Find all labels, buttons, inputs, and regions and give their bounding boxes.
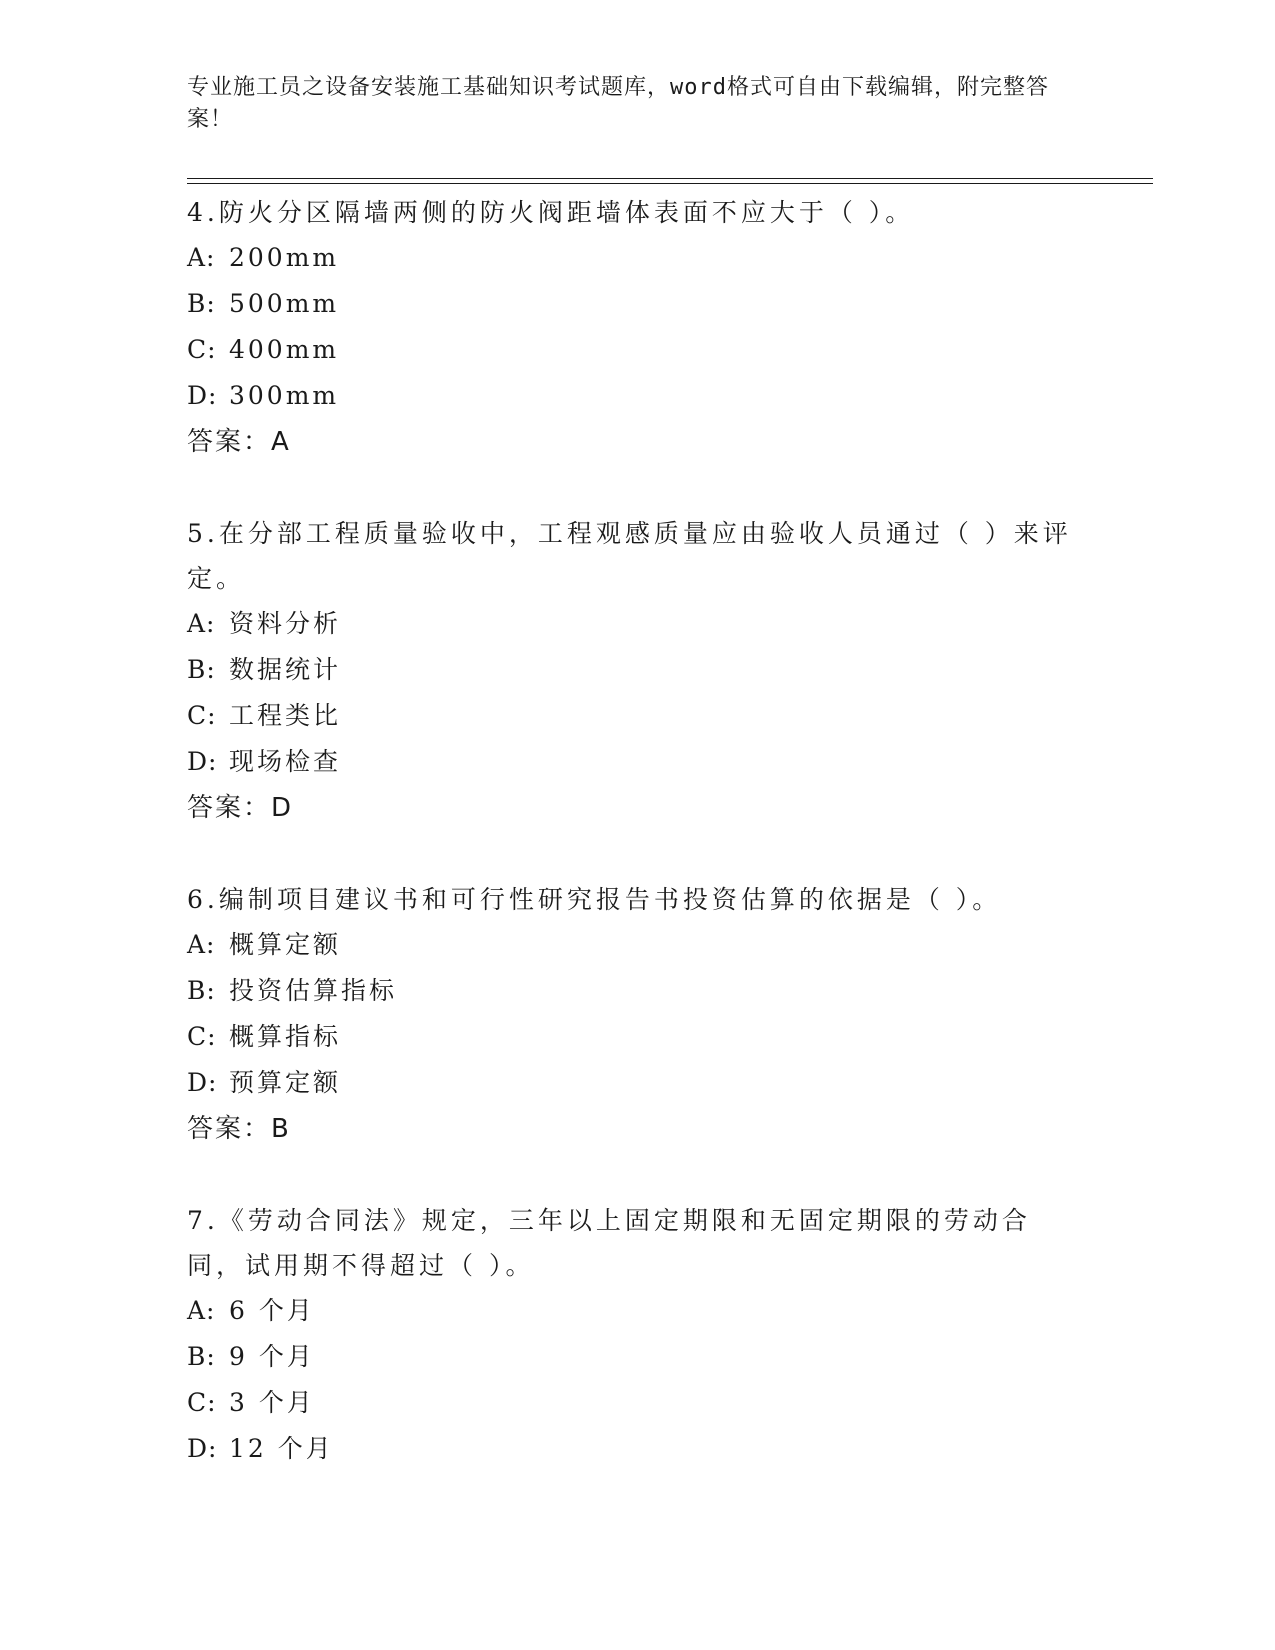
- option-text: 500mm: [229, 289, 340, 318]
- question-stem: 5.在分部工程质量验收中，工程观感质量应由验收人员通过（ ）来评定。: [187, 519, 1072, 593]
- question-4: [187, 190, 1087, 465]
- option-b: [187, 647, 1087, 693]
- option-b: [187, 968, 1087, 1014]
- question-stem: 6.编制项目建议书和可行性研究报告书投资估算的依据是（ ）。: [187, 885, 1002, 914]
- option-letter: A:: [187, 609, 216, 638]
- option-letter: A:: [187, 1296, 216, 1325]
- option-d: [187, 1060, 1087, 1106]
- answer-line: 答案：B: [187, 1114, 291, 1144]
- option-text: 400mm: [229, 335, 340, 364]
- option-d: [187, 373, 1087, 419]
- option-text: 12 个月: [229, 1434, 334, 1463]
- option-text: 现场检查: [229, 747, 342, 776]
- option-a: [187, 922, 1087, 968]
- option-a: [187, 235, 1087, 281]
- option-text: 概算指标: [229, 1022, 342, 1051]
- question-6: [187, 877, 1087, 1152]
- option-a: [187, 1288, 1087, 1334]
- option-letter: D:: [187, 747, 218, 776]
- option-letter: C:: [187, 335, 217, 364]
- option-letter: D:: [187, 1068, 218, 1097]
- option-text: 预算定额: [229, 1068, 342, 1097]
- option-text: 资料分析: [229, 609, 342, 638]
- question-list: [187, 190, 1087, 1472]
- option-letter: A:: [187, 930, 216, 959]
- option-letter: D:: [187, 381, 218, 410]
- document-header: 专业施工员之设备安装施工基础知识考试题库，word格式可自由下载编辑，附完整答案！: [187, 75, 1049, 132]
- header-divider-bottom: [187, 183, 1153, 184]
- question-stem: 7.《劳动合同法》规定，三年以上固定期限和无固定期限的劳动合同，试用期不得超过（ ）。: [187, 1206, 1031, 1280]
- option-c: [187, 1380, 1087, 1426]
- header-divider-top: [187, 178, 1153, 179]
- option-letter: C:: [187, 1388, 217, 1417]
- option-letter: C:: [187, 1022, 217, 1051]
- option-c: [187, 1014, 1087, 1060]
- option-text: 300mm: [229, 381, 340, 410]
- option-letter: A:: [187, 243, 216, 272]
- option-text: 投资估算指标: [229, 976, 398, 1005]
- option-letter: B:: [187, 289, 216, 318]
- question-stem: 4.防火分区隔墙两侧的防火阀距墙体表面不应大于（ ）。: [187, 198, 915, 227]
- answer-line: 答案：A: [187, 427, 291, 457]
- answer-line: 答案：D: [187, 793, 294, 823]
- option-b: [187, 281, 1087, 327]
- option-letter: C:: [187, 701, 217, 730]
- question-7: [187, 1198, 1087, 1472]
- option-d: [187, 739, 1087, 785]
- option-text: 200mm: [229, 243, 340, 272]
- option-text: 6 个月: [229, 1296, 315, 1325]
- option-b: [187, 1334, 1087, 1380]
- option-text: 9 个月: [229, 1342, 315, 1371]
- option-a: [187, 601, 1087, 647]
- option-text: 工程类比: [229, 701, 342, 730]
- option-c: [187, 327, 1087, 373]
- option-letter: B:: [187, 976, 216, 1005]
- option-text: 3 个月: [229, 1388, 315, 1417]
- option-letter: B:: [187, 655, 216, 684]
- question-5: [187, 511, 1087, 831]
- option-d: [187, 1426, 1087, 1472]
- option-c: [187, 693, 1087, 739]
- option-text: 数据统计: [229, 655, 342, 684]
- option-letter: D:: [187, 1434, 218, 1463]
- option-text: 概算定额: [229, 930, 342, 959]
- option-letter: B:: [187, 1342, 216, 1371]
